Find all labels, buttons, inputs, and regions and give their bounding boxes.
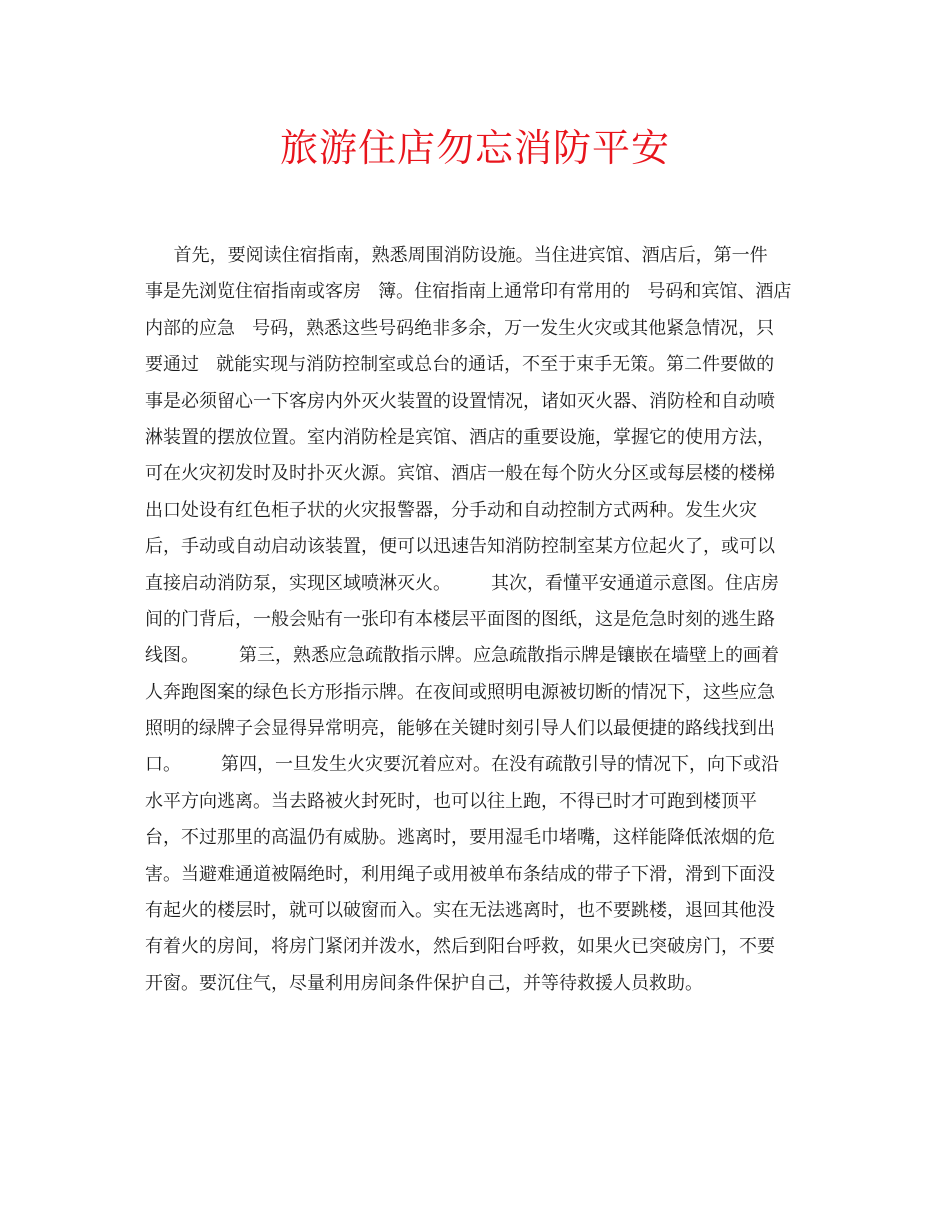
document-body	[145, 242, 815, 1006]
body-line: 事是必须留心一下客房内外灭火装置的设置情况，诸如灭火器、消防栓和自动喷	[145, 390, 775, 412]
body-line: 要通过 就能实现与消防控制室或总台的通话，不至于束手无策。第二件要做的	[145, 354, 775, 376]
body-line: 后，手动或自动启动该装置，便可以迅速告知消防控制室某方位起火了，或可以	[145, 536, 775, 558]
body-line: 照明的绿牌子会显得异常明亮，能够在关键时刻引导人们以最便捷的路线找到出	[145, 718, 775, 740]
body-line: 可在火灾初发时及时扑灭火源。宾馆、酒店一般在每个防火分区或每层楼的楼梯	[145, 463, 775, 485]
body-line: 水平方向逃离。当去路被火封死时，也可以往上跑，不得已时才可跑到楼顶平	[145, 790, 757, 812]
body-line: 人奔跑图案的绿色长方形指示牌。在夜间或照明电源被切断的情况下，这些应急	[145, 681, 775, 703]
body-line: 间的门背后，一般会贴有一张印有本楼层平面图的图纸，这是危急时刻的逃生路	[145, 608, 775, 630]
body-line: 有起火的楼层时，就可以破窗而入。实在无法逃离时，也不要跳楼，退回其他没	[145, 900, 775, 922]
document-title: 旅游住店勿忘消防平安	[279, 126, 670, 170]
body-line: 害。当避难通道被隔绝时，利用绳子或用被单布条结成的带子下滑，滑到下面没	[145, 863, 775, 885]
body-line: 开窗。要沉住气，尽量利用房间条件保护自己，并等待救援人员救助。	[145, 972, 703, 994]
body-line: 事是先浏览住宿指南或客房 簿。住宿指南上通常印有常用的 号码和宾馆、酒店	[145, 281, 792, 303]
body-line: 线图。 第三，熟悉应急疏散指示牌。应急疏散指示牌是镶嵌在墙壁上的画着	[145, 645, 780, 667]
body-line: 出口处设有红色柜子状的火灾报警器，分手动和自动控制方式两种。发生火灾	[145, 499, 757, 521]
body-line: 首先，要阅读住宿指南，熟悉周围消防设施。当住进宾馆、酒店后，第一件	[145, 245, 768, 266]
body-line: 口。 第四，一旦发生火灾要沉着应对。在没有疏散引导的情况下，向下或沿	[145, 754, 780, 776]
body-line: 台，不过那里的高温仍有威胁。逃离时，要用湿毛巾堵嘴，这样能降低浓烟的危	[145, 827, 775, 849]
body-line: 直接启动消防泵，实现区域喷淋灭火。 其次，看懂平安通道示意图。住店房	[145, 572, 780, 594]
body-line: 淋装置的摆放位置。室内消防栓是宾馆、酒店的重要设施，掌握它的使用方法，	[145, 426, 775, 448]
body-line: 内部的应急 号码，熟悉这些号码绝非多余，万一发生火灾或其他紧急情况，只	[145, 317, 775, 339]
body-line: 有着火的房间，将房门紧闭并泼水，然后到阳台呼救，如果火已突破房门，不要	[145, 936, 775, 958]
